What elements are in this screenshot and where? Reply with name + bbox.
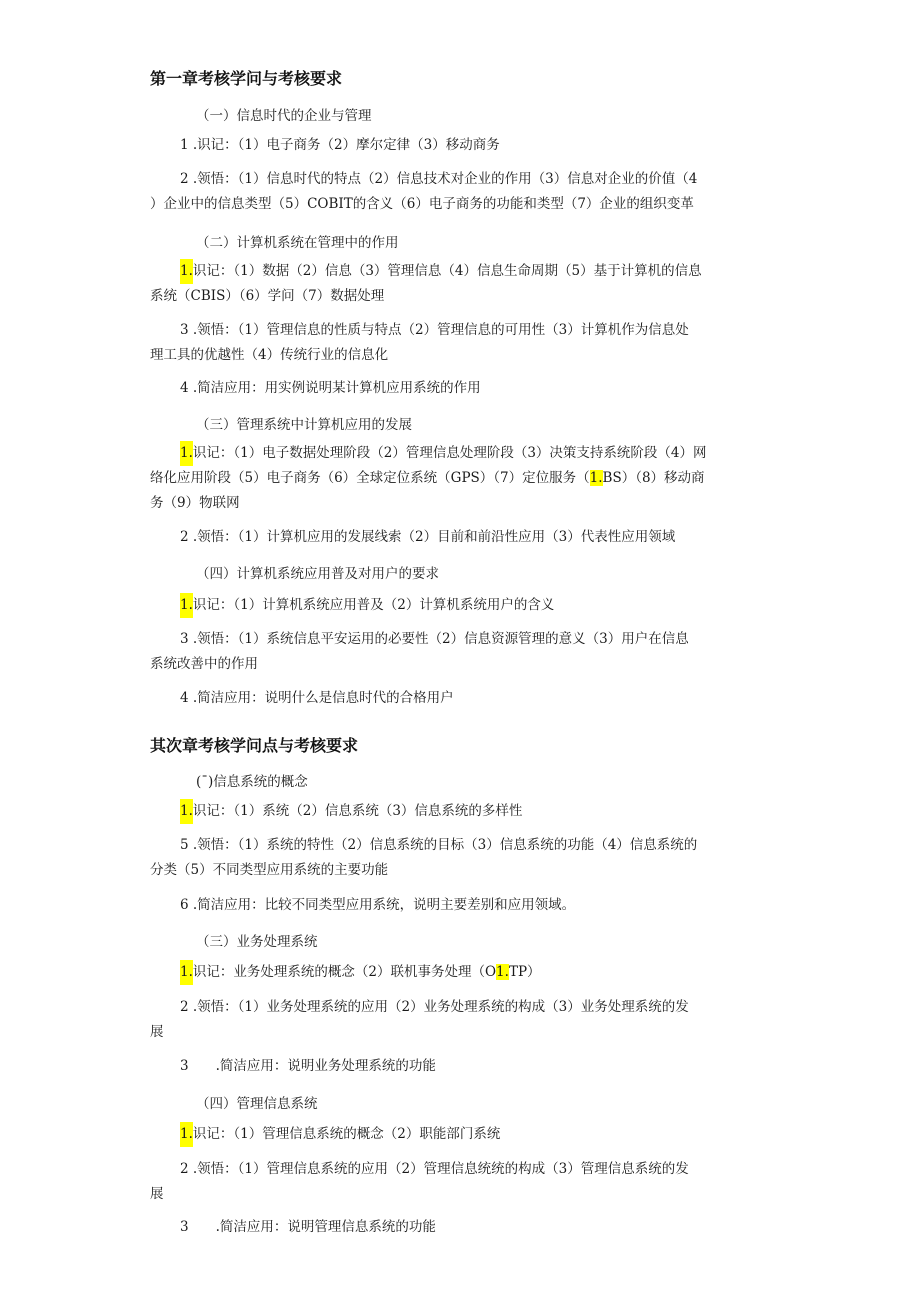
chapter-2-title: 其次章考核学问点与考核要求 (150, 736, 359, 755)
ch2-s1-item-1 (150, 799, 790, 824)
ch1-s3-item-2 (150, 525, 790, 550)
paragraph-line (150, 960, 790, 985)
ch2-s3-item-3 (150, 1054, 790, 1079)
ch2-s3-item-1 (150, 960, 790, 985)
paragraph-line (150, 259, 790, 284)
ch2-s4-item-1 (150, 1122, 790, 1147)
paragraph-line: 3 .简洁应用：说明管理信息系统的功能 (180, 1219, 436, 1235)
paragraph-line: ）企业中的信息类型（5）COBIT的含义（6）电子商务的功能和类型（7）企业的组织变革 (150, 196, 694, 212)
paragraph-line: 2 .领悟：（1）计算机应用的发展线索（2）目前和前沿性应用（3）代表性应用领域 (180, 529, 676, 545)
ch1-section-2-title: （二）计算机系统在管理中的作用 (196, 235, 399, 251)
item-text: 识记：（1）电子数据处理阶段（2）管理信息处理阶段（3）决策支持系统阶段（4）网 (192, 445, 707, 461)
highlighted-number: 1. (180, 799, 193, 824)
paragraph-line: 3 .简洁应用：说明业务处理系统的功能 (180, 1058, 436, 1074)
ch2-section-3-title: （三）业务处理系统 (196, 934, 318, 950)
ch2-s4-item-2 (150, 1157, 790, 1207)
item-text: 识记：（1）数据（2）信息（3）管理信息（4）信息生命周期（5）基于计算机的信息 (192, 263, 702, 279)
highlighted-number: 1. (180, 593, 193, 618)
ch1-s1-item-2 (150, 167, 790, 217)
highlighted-text: 1. (589, 470, 603, 486)
ch1-section-4-title: （四）计算机系统应用普及对用户的要求 (196, 566, 439, 582)
paragraph-line: 展 (150, 1186, 164, 1202)
ch2-section-4-title: （四）管理信息系统 (196, 1096, 318, 1112)
paragraph-line (150, 1122, 790, 1147)
ch1-section-3-title: （三）管理系统中计算机应用的发展 (196, 417, 412, 433)
paragraph-line: 展 (150, 1024, 164, 1040)
ch1-s4-item-1 (150, 593, 790, 618)
ch1-s2-item-3 (150, 376, 790, 401)
paragraph-line: 2 .领悟：（1）业务处理系统的应用（2）业务处理系统的构成（3）业务处理系统的发 (180, 999, 689, 1015)
paragraph-line: 理工具的优越性（4）传统行业的信息化 (150, 347, 389, 363)
ch2-section-1-title: (¯)信息系统的概念 (196, 774, 308, 790)
ch2-s3-item-2 (150, 995, 790, 1045)
item-text: 识记：（1）管理信息系统的概念（2）职能部门系统 (192, 1126, 501, 1142)
ch2-s4-item-3 (150, 1215, 790, 1240)
item-text: 识记：业务处理系统的概念（2）联机事务处理（O (192, 964, 497, 980)
paragraph-line: 分类（5）不同类型应用系统的主要功能 (150, 862, 389, 878)
ch1-s2-item-1 (150, 259, 790, 309)
item-text: BS）（8）移动商 (602, 470, 705, 486)
ch1-s4-item-2 (150, 627, 790, 677)
paragraph-line (150, 466, 790, 491)
highlighted-number: 1. (180, 960, 193, 985)
paragraph-line: 3 .领悟：（1）管理信息的性质与特点（2）管理信息的可用性（3）计算机作为信息处 (180, 322, 689, 338)
ch2-s1-item-3 (150, 893, 790, 918)
paragraph-line: 5 .领悟：（1）系统的特性（2）信息系统的目标（3）信息系统的功能（4）信息系统的 (180, 837, 698, 853)
paragraph-line: 2 .领悟：（1）信息时代的特点（2）信息技术对企业的作用（3）信息对企业的价值（4 (180, 171, 698, 187)
item-text: 识记：（1）系统（2）信息系统（3）信息系统的多样性 (192, 803, 523, 819)
paragraph-line: 1 .识记：（1）电子商务（2）摩尔定律（3）移动商务 (180, 137, 500, 153)
highlighted-number: 1. (180, 259, 193, 284)
ch1-s2-item-2 (150, 318, 790, 368)
highlighted-number: 1. (180, 441, 193, 466)
ch1-s4-item-3 (150, 686, 790, 711)
paragraph-line: 3 .领悟：（1）系统信息平安运用的必要性（2）信息资源管理的意义（3）用户在信息 (180, 631, 689, 647)
paragraph-line: 4 .简洁应用：说明什么是信息时代的合格用户 (180, 690, 454, 706)
ch1-section-1-title: （一）信息时代的企业与管理 (196, 108, 372, 124)
paragraph-line (150, 441, 790, 466)
item-text: 络化应用阶段（5）电子商务（6）全球定位系统（GPS）（7）定位服务（ (150, 470, 590, 486)
paragraph-line: 务（9）物联网 (150, 495, 240, 511)
paragraph-line: 6 .简洁应用：比较不同类型应用系统，说明主要差别和应用领域。 (180, 897, 576, 913)
item-text: TP） (508, 964, 541, 980)
highlighted-text: 1. (496, 964, 509, 980)
highlighted-number: 1. (180, 1122, 193, 1147)
paragraph-line: 系统（CBIS）（6）学问（7）数据处理 (150, 288, 385, 304)
paragraph-line: 系统改善中的作用 (150, 656, 258, 672)
ch2-s1-item-2 (150, 833, 790, 883)
ch1-s1-item-1 (150, 133, 790, 158)
paragraph-line (150, 593, 790, 618)
paragraph-line: 2 .领悟：（1）管理信息系统的应用（2）管理信息统统的构成（3）管理信息系统的发 (180, 1161, 689, 1177)
item-text: 识记：（1）计算机系统应用普及（2）计算机系统用户的含义 (192, 597, 555, 613)
chapter-1-title: 第一章考核学问与考核要求 (150, 69, 343, 88)
ch1-s3-item-1 (150, 441, 790, 516)
paragraph-line: 4 .简洁应用：用实例说明某计算机应用系统的作用 (180, 380, 481, 396)
paragraph-line (150, 799, 790, 824)
